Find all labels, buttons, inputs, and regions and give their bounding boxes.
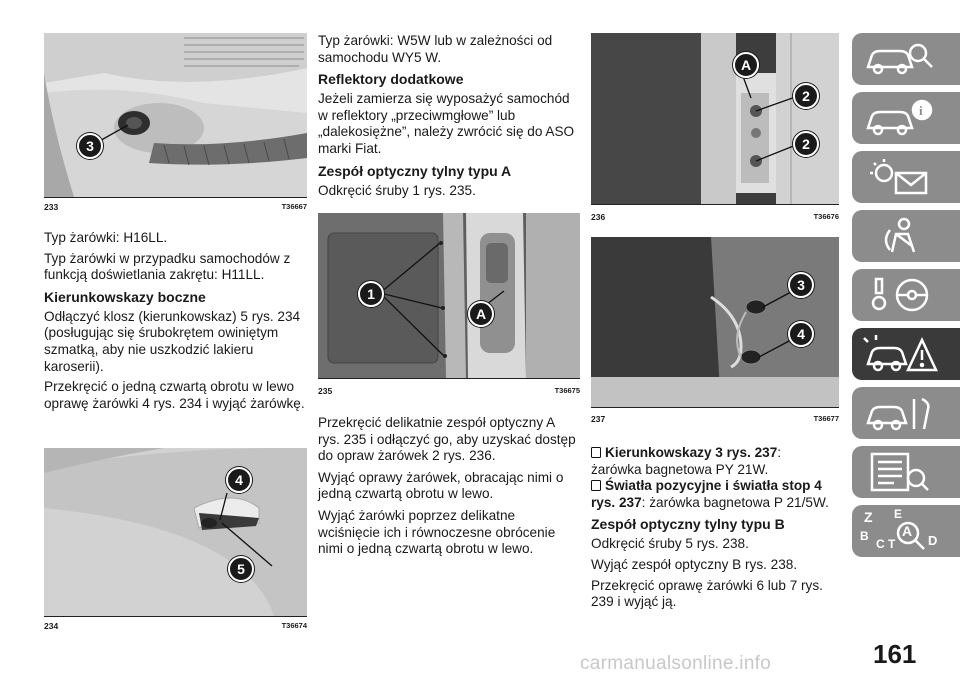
index-letter: E — [894, 507, 903, 521]
callout-2: 2 — [793, 131, 819, 157]
bulleted-item — [591, 478, 849, 511]
callout-2: 2 — [793, 83, 819, 109]
paragraph: Wyjąć oprawy żarówek, obracając nimi o jedną czwartą obrotu w lewo. — [318, 469, 564, 502]
figure-237 — [591, 237, 839, 408]
page-number: 161 — [873, 639, 917, 669]
bulleted-item — [591, 445, 849, 462]
tab-dashboard-warning[interactable] — [852, 151, 960, 203]
tab-car-search[interactable] — [852, 33, 960, 85]
tab-car-emergency[interactable] — [852, 328, 960, 380]
index-letter: Z — [864, 509, 873, 525]
tab-key-steering-wheel[interactable] — [852, 269, 960, 321]
paragraph: Odkręcić śruby 1 rys. 235. — [318, 182, 476, 198]
svg-text:i: i — [919, 103, 923, 118]
figure-237-caption — [591, 414, 839, 424]
callout-4: 4 — [788, 321, 814, 347]
index-letter: D — [928, 533, 938, 548]
paragraph: Typ żarówki: H16LL. — [44, 230, 168, 245]
airbag-safety-icon — [862, 216, 942, 256]
figure-code: T36677 — [813, 414, 839, 423]
figure-number: 237 — [591, 414, 606, 424]
bulleted-item-title: Światła pozycyjne i światła stop 4 rys. 237 — [591, 478, 822, 510]
figure-233 — [44, 33, 307, 198]
paragraph: Typ żarówki: W5W lub w zależności od samochodu WY5 W. — [318, 33, 553, 65]
figure-code: T36676 — [813, 212, 839, 221]
tab-car-info[interactable] — [852, 92, 960, 144]
paragraph: Odłączyć klosz (kierunkowskaz) 5 rys. 234 (posługując się śrubokrętem owiniętym szmatką, aby nie uszkodzić lakieru karoserii). — [44, 308, 301, 374]
bulleted-item-text: : żarówka bagnetowa P 21/5W. — [641, 494, 829, 510]
callout-4: 4 — [226, 467, 252, 493]
callout-5: 5 — [228, 556, 254, 582]
callout-3: 3 — [77, 133, 103, 159]
section-heading: Zespół optyczny tylny typu B — [591, 516, 785, 533]
figure-code: T36675 — [554, 386, 580, 395]
figure-number: 236 — [591, 212, 606, 222]
paragraph: Przekręcić delikatnie zespół optyczny A rys. 235 i odłączyć go, aby uzyskać dostęp do opraw żarówek 2 rys. 236. — [318, 415, 576, 464]
paragraph: Odkręcić śruby 5 rys. 238. — [591, 536, 749, 552]
index-letter: T — [888, 537, 896, 551]
specs-list-icon — [862, 452, 942, 492]
section-heading: Zespół optyczny tylny typu A — [318, 162, 512, 179]
paragraph: Przekręcić o jedną czwartą obrotu w lewo oprawę żarówki 4 rys. 234 i wyjąć żarówkę. — [44, 379, 305, 411]
figure-233-caption — [44, 202, 307, 212]
figure-number: 233 — [44, 202, 59, 212]
car-search-icon — [862, 39, 942, 79]
key-steering-wheel-icon — [862, 275, 942, 315]
callout-1: 1 — [358, 281, 384, 307]
tab-airbag-safety[interactable] — [852, 210, 960, 262]
bulleted-item-text: : — [777, 445, 782, 460]
checkbox-bullet-icon — [591, 447, 601, 458]
tab-alphabetical-index[interactable] — [852, 505, 960, 557]
figure-234 — [44, 448, 307, 617]
figure-236 — [591, 33, 839, 205]
callout-3: 3 — [788, 272, 814, 298]
bulleted-item-title: Kierunkowskazy 3 rys. 237 — [605, 445, 778, 460]
paragraph: Przekręcić oprawę żarówki 6 lub 7 rys. 239 i wyjąć ją. — [591, 577, 823, 610]
index-letter: A — [902, 523, 913, 539]
figure-code: T36667 — [281, 202, 307, 211]
column-3-text — [591, 445, 849, 611]
callout-A: A — [468, 301, 494, 327]
tab-car-maintenance[interactable] — [852, 387, 960, 439]
watermark: carmanualsonline.info — [580, 653, 772, 674]
checkbox-bullet-icon — [591, 480, 601, 491]
tab-specs-list[interactable] — [852, 446, 960, 498]
section-heading: Reflektory dodatkowe — [318, 71, 464, 88]
figure-234-caption — [44, 621, 307, 631]
figure-236-caption — [591, 212, 839, 222]
paragraph: żarówka bagnetowa PY 21W. — [591, 461, 769, 477]
column-1-text — [44, 230, 309, 412]
index-letter: C — [876, 537, 885, 551]
figure-235-caption — [318, 386, 580, 396]
car-info-icon — [862, 98, 942, 138]
column-2-top-text — [318, 33, 580, 199]
column-2-bottom-text — [318, 415, 580, 558]
index-letter: B — [860, 529, 869, 543]
paragraph: Wyjąć zespół optyczny B rys. 238. — [591, 556, 798, 572]
section-heading: Kierunkowskazy boczne — [44, 288, 206, 305]
paragraph: Wyjąć żarówki poprzez delikatne wciśnięcie ich i równoczesne obrócenie nimi o jedną czwartą obrotu w lewo. — [318, 507, 556, 557]
figure-number: 234 — [44, 621, 59, 631]
paragraph: Typ żarówki w przypadku samochodów z funkcją doświetlania zakrętu: H11LL. — [44, 250, 291, 283]
car-emergency-icon — [862, 334, 942, 374]
figure-235 — [318, 213, 580, 379]
dashboard-warning-icon — [862, 157, 942, 197]
figure-number: 235 — [318, 386, 333, 396]
figure-code: T36674 — [281, 621, 307, 630]
callout-A: A — [733, 52, 759, 78]
car-maintenance-icon — [862, 393, 942, 433]
paragraph: Jeżeli zamierza się wyposażyć samochód w reflektory „przeciwmgłowe” lub „dalekosiężne”, należy zwrócić się do ASO marki Fiat. — [318, 91, 575, 156]
